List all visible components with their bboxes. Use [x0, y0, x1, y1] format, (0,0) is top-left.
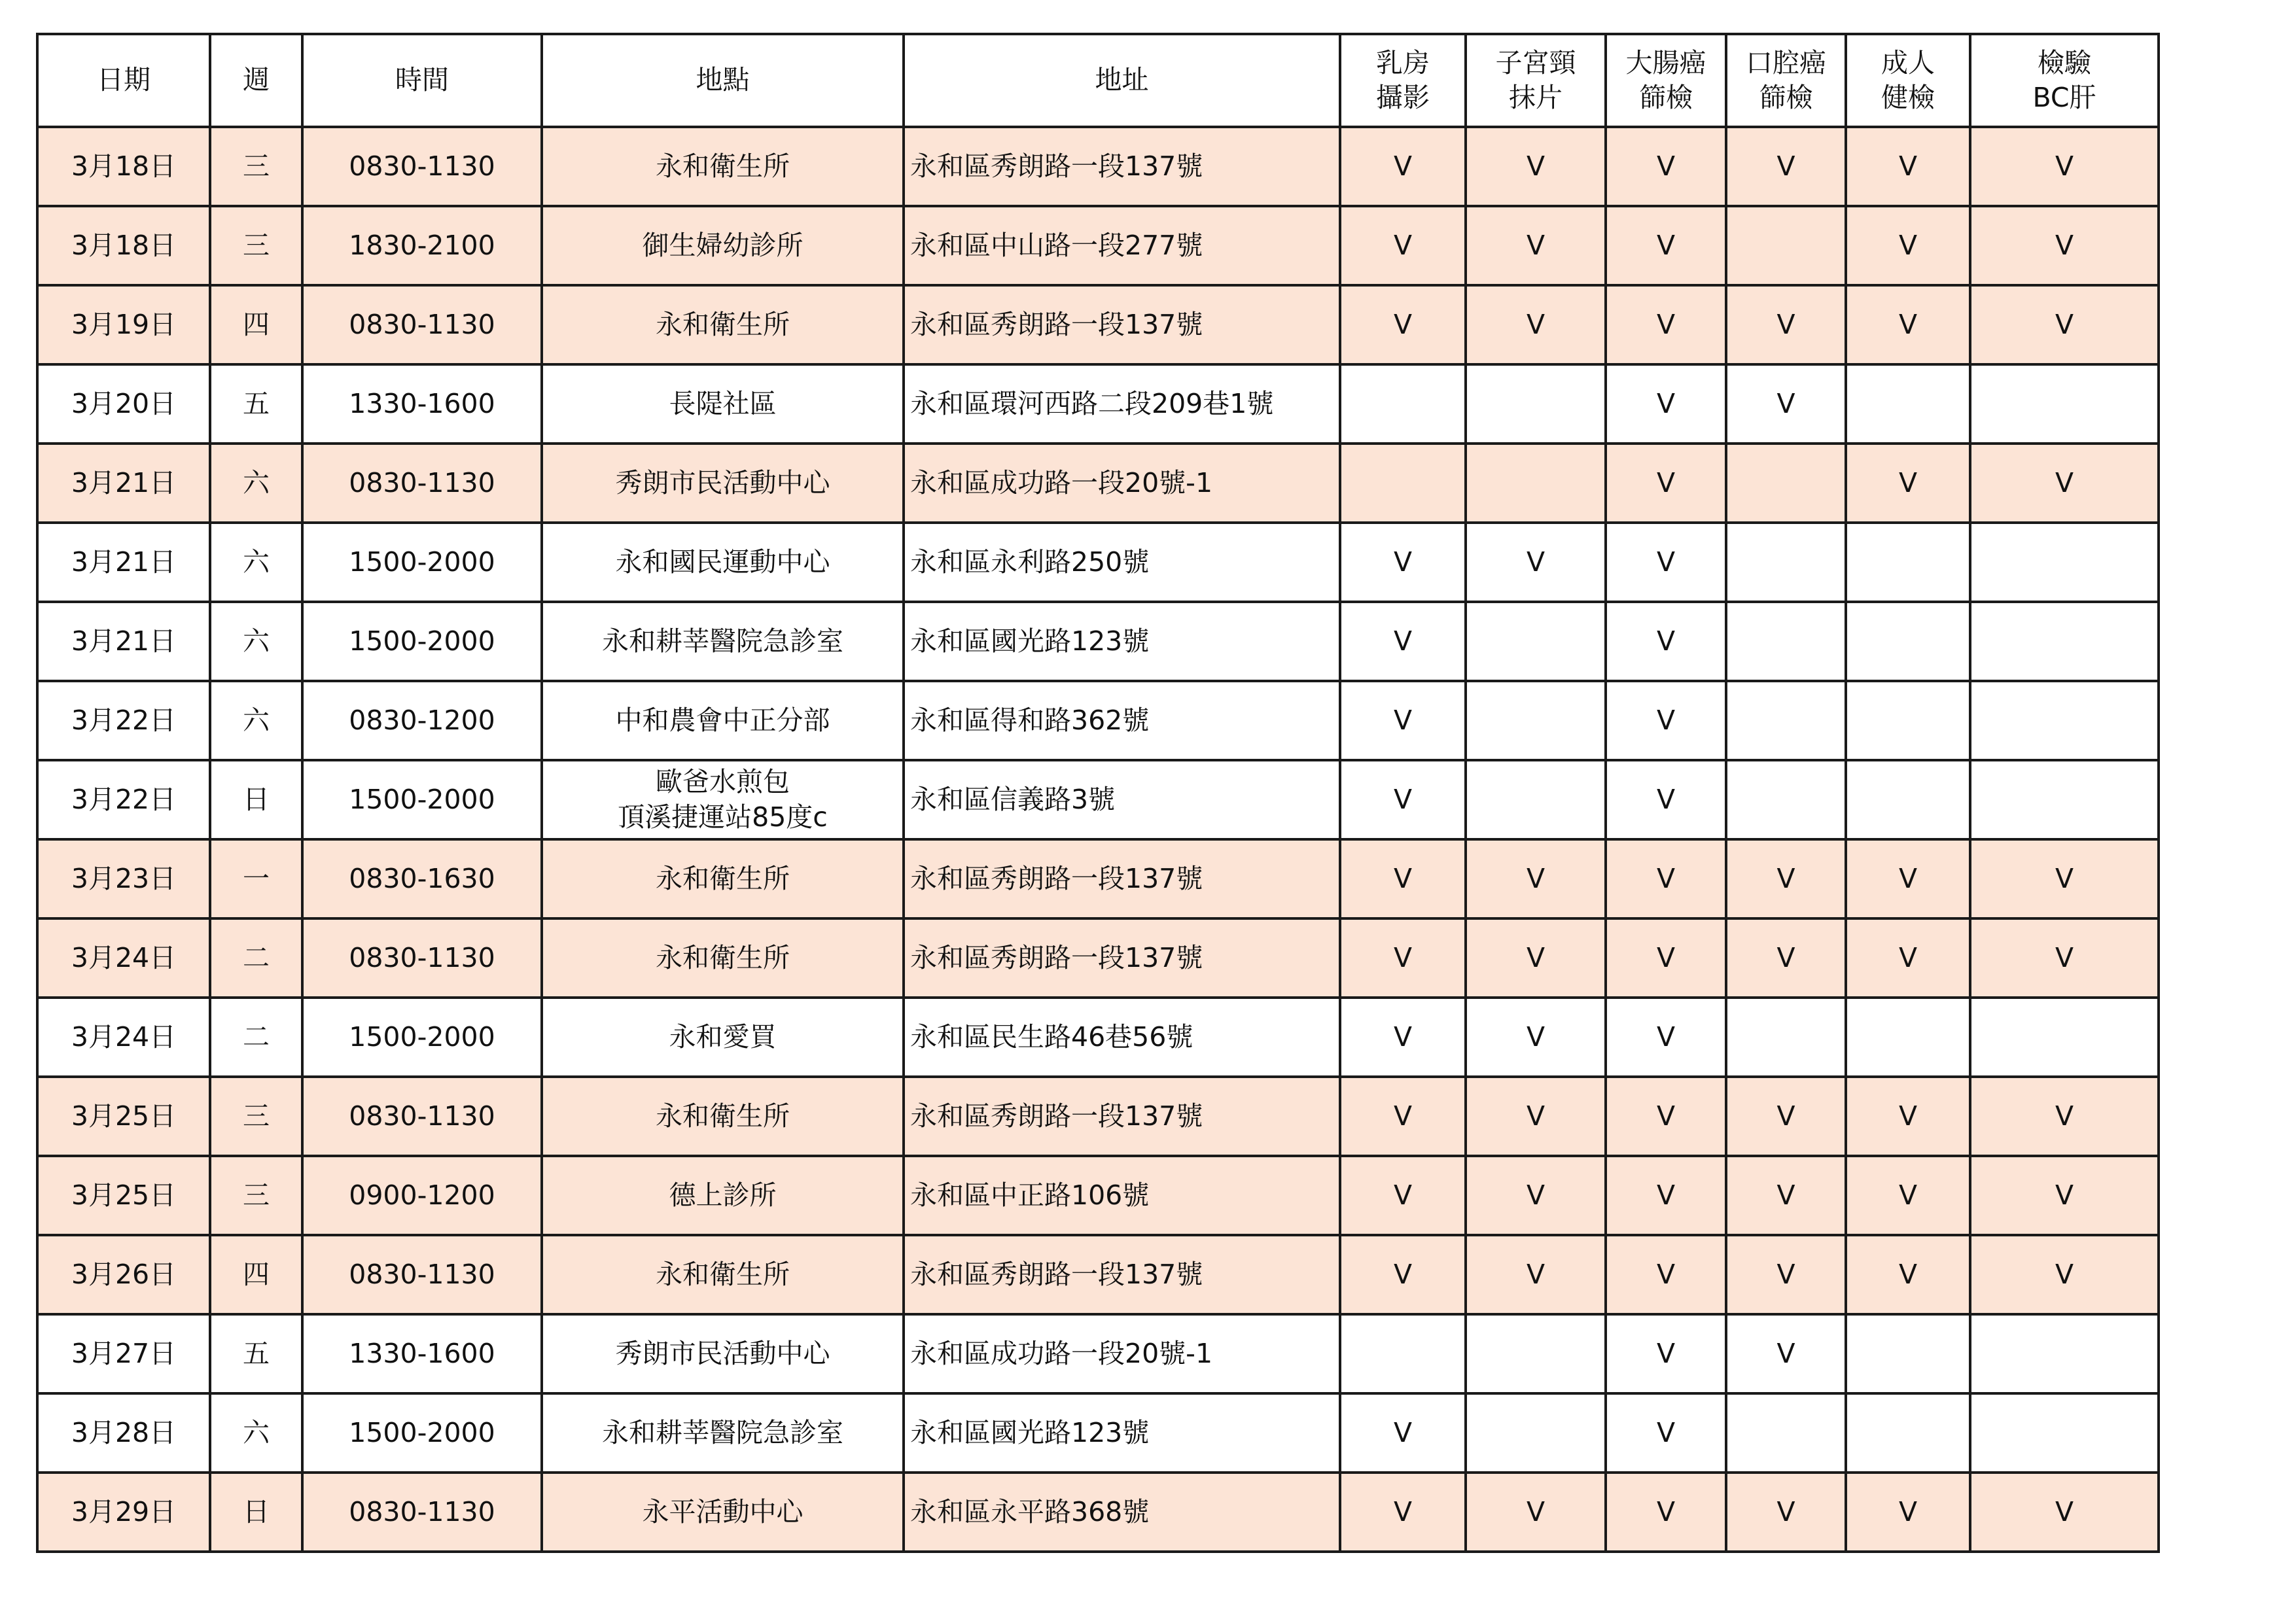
cell-location: [542, 839, 904, 918]
cell-weekday: 六: [210, 602, 302, 681]
cell-colorectal: V: [1606, 681, 1726, 760]
cell-time: 1500-2000: [302, 998, 542, 1077]
cell-pap-smear: [1466, 1314, 1606, 1393]
cell-address: 永和區中山路一段277號: [904, 206, 1340, 285]
cell-pap-smear: V: [1466, 127, 1606, 206]
cell-location: [542, 1077, 904, 1156]
cell-hepatitis-bc: V: [1970, 1235, 2159, 1314]
cell-weekday: 四: [210, 285, 302, 364]
cell-hepatitis-bc: V: [1970, 285, 2159, 364]
cell-weekday: 日: [210, 760, 302, 839]
cell-adult-checkup: V: [1846, 918, 1970, 998]
cell-location: [542, 364, 904, 444]
table-row: [37, 206, 2159, 285]
cell-mammography: [1340, 364, 1466, 444]
cell-adult-checkup: V: [1846, 444, 1970, 523]
cell-date: 3月23日: [37, 839, 210, 918]
location-line: 永和耕莘醫院急診室: [602, 625, 843, 657]
cell-date: 3月29日: [37, 1473, 210, 1552]
table-row: [37, 998, 2159, 1077]
cell-hepatitis-bc: [1970, 1314, 2159, 1393]
cell-address: 永和區永利路250號: [904, 523, 1340, 602]
cell-colorectal: V: [1606, 1235, 1726, 1314]
table-row: [37, 1077, 2159, 1156]
cell-adult-checkup: V: [1846, 1473, 1970, 1552]
cell-weekday: 二: [210, 998, 302, 1077]
cell-location: [542, 998, 904, 1077]
cell-hepatitis-bc: [1970, 523, 2159, 602]
cell-hepatitis-bc: V: [1970, 444, 2159, 523]
location-line: 永和衛生所: [656, 1258, 790, 1290]
cell-weekday: 四: [210, 1235, 302, 1314]
cell-colorectal: V: [1606, 839, 1726, 918]
cell-time: 0830-1630: [302, 839, 542, 918]
cell-location: [542, 602, 904, 681]
cell-weekday: 六: [210, 1393, 302, 1473]
cell-oral: [1726, 1393, 1846, 1473]
header-line: 健檢: [1881, 82, 1935, 113]
cell-hepatitis-bc: V: [1970, 918, 2159, 998]
table-row: [37, 1473, 2159, 1552]
cell-oral: [1726, 998, 1846, 1077]
header-line: 子宮頸: [1495, 46, 1576, 79]
cell-colorectal: V: [1606, 1077, 1726, 1156]
location-line: 永和耕莘醫院急診室: [602, 1416, 843, 1448]
cell-time: 1500-2000: [302, 760, 542, 839]
cell-time: 0830-1130: [302, 444, 542, 523]
header-weekday: 週: [210, 34, 302, 127]
cell-date: 3月24日: [37, 918, 210, 998]
cell-time: 1500-2000: [302, 602, 542, 681]
cell-location: [542, 1473, 904, 1552]
cell-date: 3月25日: [37, 1156, 210, 1235]
cell-mammography: V: [1340, 681, 1466, 760]
cell-hepatitis-bc: V: [1970, 127, 2159, 206]
cell-oral: [1726, 444, 1846, 523]
cell-colorectal: V: [1606, 1314, 1726, 1393]
cell-address: 永和區得和路362號: [904, 681, 1340, 760]
cell-adult-checkup: V: [1846, 206, 1970, 285]
location-line: 永和衛生所: [656, 1100, 790, 1132]
cell-date: 3月21日: [37, 602, 210, 681]
cell-weekday: 六: [210, 523, 302, 602]
cell-address: 永和區永平路368號: [904, 1473, 1340, 1552]
table-row: [37, 760, 2159, 839]
table-row: [37, 1393, 2159, 1473]
cell-location: [542, 760, 904, 839]
cell-weekday: 日: [210, 1473, 302, 1552]
cell-location: [542, 1156, 904, 1235]
location-line: 永和國民運動中心: [615, 546, 830, 578]
location-line: 永平活動中心: [642, 1495, 804, 1527]
cell-colorectal: V: [1606, 206, 1726, 285]
cell-colorectal: V: [1606, 127, 1726, 206]
cell-pap-smear: [1466, 364, 1606, 444]
cell-colorectal: V: [1606, 1473, 1726, 1552]
header-colorectal: [1606, 34, 1726, 127]
cell-pap-smear: V: [1466, 1473, 1606, 1552]
cell-address: 永和區國光路123號: [904, 1393, 1340, 1473]
cell-time: 1500-2000: [302, 523, 542, 602]
header-line: 篩檢: [1759, 82, 1813, 113]
cell-oral: [1726, 681, 1846, 760]
cell-hepatitis-bc: V: [1970, 1473, 2159, 1552]
location-line: 御生婦幼診所: [642, 229, 804, 261]
cell-date: 3月27日: [37, 1314, 210, 1393]
cell-hepatitis-bc: V: [1970, 839, 2159, 918]
cell-date: 3月24日: [37, 998, 210, 1077]
cell-hepatitis-bc: [1970, 998, 2159, 1077]
cell-adult-checkup: [1846, 602, 1970, 681]
cell-location: [542, 285, 904, 364]
table-row: [37, 444, 2159, 523]
location-line: 永和衛生所: [656, 150, 790, 182]
cell-location: [542, 681, 904, 760]
cell-address: 永和區成功路一段20號-1: [904, 1314, 1340, 1393]
header-line: 攝影: [1376, 82, 1430, 113]
cell-pap-smear: [1466, 681, 1606, 760]
cell-hepatitis-bc: [1970, 1393, 2159, 1473]
cell-address: 永和區秀朗路一段137號: [904, 918, 1340, 998]
cell-mammography: [1340, 1314, 1466, 1393]
header-mammography: [1340, 34, 1466, 127]
header-adult-checkup: [1846, 34, 1970, 127]
cell-address: 永和區秀朗路一段137號: [904, 285, 1340, 364]
cell-adult-checkup: [1846, 1393, 1970, 1473]
cell-mammography: V: [1340, 1393, 1466, 1473]
location-line: 秀朗市民活動中心: [615, 466, 830, 498]
cell-mammography: V: [1340, 1077, 1466, 1156]
cell-time: 1330-1600: [302, 1314, 542, 1393]
table-row: [37, 127, 2159, 206]
cell-adult-checkup: V: [1846, 1156, 1970, 1235]
cell-date: 3月19日: [37, 285, 210, 364]
cell-colorectal: V: [1606, 760, 1726, 839]
table-row: [37, 681, 2159, 760]
cell-adult-checkup: V: [1846, 1077, 1970, 1156]
cell-hepatitis-bc: V: [1970, 1077, 2159, 1156]
header-line: 檢驗: [2038, 46, 2091, 79]
table-row: [37, 839, 2159, 918]
cell-oral: [1726, 602, 1846, 681]
cell-adult-checkup: [1846, 760, 1970, 839]
cell-oral: [1726, 760, 1846, 839]
cell-oral: [1726, 523, 1846, 602]
cell-mammography: V: [1340, 206, 1466, 285]
cell-date: 3月26日: [37, 1235, 210, 1314]
cell-pap-smear: V: [1466, 206, 1606, 285]
cell-oral: [1726, 206, 1846, 285]
cell-address: 永和區信義路3號: [904, 760, 1340, 839]
table-row: [37, 602, 2159, 681]
cell-date: 3月22日: [37, 760, 210, 839]
cell-mammography: V: [1340, 1156, 1466, 1235]
cell-date: 3月21日: [37, 523, 210, 602]
cell-address: 永和區秀朗路一段137號: [904, 839, 1340, 918]
cell-time: 0830-1130: [302, 1473, 542, 1552]
cell-pap-smear: V: [1466, 918, 1606, 998]
header-row: [37, 34, 2159, 127]
cell-time: 0830-1130: [302, 1235, 542, 1314]
header-line: 篩檢: [1639, 82, 1693, 113]
cell-adult-checkup: [1846, 523, 1970, 602]
cell-hepatitis-bc: V: [1970, 1156, 2159, 1235]
table-row: [37, 918, 2159, 998]
cell-weekday: 三: [210, 1077, 302, 1156]
location-line: 德上診所: [669, 1179, 777, 1211]
cell-date: 3月28日: [37, 1393, 210, 1473]
cell-location: [542, 127, 904, 206]
cell-time: 0830-1200: [302, 681, 542, 760]
cell-address: 永和區成功路一段20號-1: [904, 444, 1340, 523]
cell-address: 永和區民生路46巷56號: [904, 998, 1340, 1077]
cell-mammography: V: [1340, 998, 1466, 1077]
cell-colorectal: V: [1606, 998, 1726, 1077]
table-row: [37, 1314, 2159, 1393]
cell-weekday: 三: [210, 1156, 302, 1235]
screening-schedule-table: [36, 33, 2160, 1553]
table-row: [37, 285, 2159, 364]
cell-weekday: 二: [210, 918, 302, 998]
header-hepatitis-bc: [1970, 34, 2159, 127]
location-line: 永和衛生所: [656, 308, 790, 340]
cell-oral: V: [1726, 127, 1846, 206]
cell-date: 3月25日: [37, 1077, 210, 1156]
cell-mammography: V: [1340, 918, 1466, 998]
cell-mammography: V: [1340, 1473, 1466, 1552]
cell-time: 0900-1200: [302, 1156, 542, 1235]
header-line: 成人: [1881, 46, 1935, 79]
cell-oral: V: [1726, 285, 1846, 364]
cell-colorectal: V: [1606, 364, 1726, 444]
cell-oral: V: [1726, 1156, 1846, 1235]
location-line: 永和衛生所: [656, 862, 790, 894]
cell-mammography: V: [1340, 760, 1466, 839]
cell-location: [542, 206, 904, 285]
cell-weekday: 五: [210, 1314, 302, 1393]
cell-colorectal: V: [1606, 285, 1726, 364]
cell-mammography: V: [1340, 839, 1466, 918]
cell-mammography: V: [1340, 1235, 1466, 1314]
location-line: 頂溪捷運站85度c: [618, 801, 828, 833]
cell-adult-checkup: V: [1846, 1235, 1970, 1314]
location-line: 中和農會中正分部: [615, 704, 830, 736]
cell-oral: V: [1726, 918, 1846, 998]
cell-mammography: V: [1340, 127, 1466, 206]
cell-hepatitis-bc: V: [1970, 206, 2159, 285]
table-row: [37, 1156, 2159, 1235]
cell-mammography: [1340, 444, 1466, 523]
cell-adult-checkup: [1846, 364, 1970, 444]
cell-address: 永和區中正路106號: [904, 1156, 1340, 1235]
cell-time: 0830-1130: [302, 127, 542, 206]
header-line: BC肝: [2032, 82, 2096, 113]
cell-weekday: 六: [210, 444, 302, 523]
cell-time: 1830-2100: [302, 206, 542, 285]
cell-colorectal: V: [1606, 523, 1726, 602]
cell-address: 永和區秀朗路一段137號: [904, 1235, 1340, 1314]
cell-weekday: 五: [210, 364, 302, 444]
cell-address: 永和區秀朗路一段137號: [904, 1077, 1340, 1156]
cell-colorectal: V: [1606, 918, 1726, 998]
cell-weekday: 三: [210, 127, 302, 206]
header-line: 大腸癌: [1625, 46, 1706, 79]
cell-address: 永和區國光路123號: [904, 602, 1340, 681]
cell-pap-smear: V: [1466, 523, 1606, 602]
cell-oral: V: [1726, 1314, 1846, 1393]
cell-weekday: 三: [210, 206, 302, 285]
header-address: 地址: [904, 34, 1340, 127]
cell-mammography: V: [1340, 523, 1466, 602]
cell-colorectal: V: [1606, 1156, 1726, 1235]
cell-pap-smear: V: [1466, 998, 1606, 1077]
header-oral: [1726, 34, 1846, 127]
location-line: 歐爸水煎包: [656, 766, 790, 798]
cell-pap-smear: V: [1466, 1077, 1606, 1156]
cell-adult-checkup: [1846, 998, 1970, 1077]
cell-oral: V: [1726, 1235, 1846, 1314]
cell-colorectal: V: [1606, 602, 1726, 681]
cell-address: 永和區環河西路二段209巷1號: [904, 364, 1340, 444]
cell-time: 0830-1130: [302, 1077, 542, 1156]
cell-pap-smear: V: [1466, 1235, 1606, 1314]
cell-pap-smear: [1466, 444, 1606, 523]
header-location: 地點: [542, 34, 904, 127]
cell-address: 永和區秀朗路一段137號: [904, 127, 1340, 206]
location-line: 秀朗市民活動中心: [615, 1337, 830, 1369]
cell-oral: V: [1726, 1077, 1846, 1156]
cell-date: 3月18日: [37, 127, 210, 206]
cell-pap-smear: [1466, 760, 1606, 839]
cell-oral: V: [1726, 1473, 1846, 1552]
cell-hepatitis-bc: [1970, 681, 2159, 760]
cell-date: 3月22日: [37, 681, 210, 760]
cell-hepatitis-bc: [1970, 364, 2159, 444]
cell-adult-checkup: V: [1846, 127, 1970, 206]
location-line: 永和衛生所: [656, 941, 790, 973]
cell-mammography: V: [1340, 602, 1466, 681]
cell-time: 0830-1130: [302, 285, 542, 364]
location-line: 長隄社區: [669, 387, 777, 419]
header-line: 乳房: [1376, 46, 1430, 79]
location-line: 永和愛買: [669, 1021, 777, 1053]
cell-time: 1500-2000: [302, 1393, 542, 1473]
cell-date: 3月20日: [37, 364, 210, 444]
cell-hepatitis-bc: [1970, 602, 2159, 681]
cell-hepatitis-bc: [1970, 760, 2159, 839]
cell-weekday: 一: [210, 839, 302, 918]
cell-pap-smear: V: [1466, 285, 1606, 364]
cell-time: 0830-1130: [302, 918, 542, 998]
table-row: [37, 364, 2159, 444]
cell-adult-checkup: [1846, 1314, 1970, 1393]
table-row: [37, 1235, 2159, 1314]
cell-adult-checkup: [1846, 681, 1970, 760]
cell-colorectal: V: [1606, 444, 1726, 523]
cell-colorectal: V: [1606, 1393, 1726, 1473]
cell-location: [542, 1235, 904, 1314]
cell-location: [542, 1314, 904, 1393]
header-line: 口腔癌: [1746, 46, 1826, 79]
cell-oral: V: [1726, 364, 1846, 444]
cell-pap-smear: [1466, 602, 1606, 681]
header-line: 抹片: [1509, 82, 1563, 113]
cell-time: 1330-1600: [302, 364, 542, 444]
cell-location: [542, 918, 904, 998]
cell-weekday: 六: [210, 681, 302, 760]
cell-pap-smear: [1466, 1393, 1606, 1473]
cell-mammography: V: [1340, 285, 1466, 364]
table-row: [37, 523, 2159, 602]
cell-date: 3月18日: [37, 206, 210, 285]
cell-pap-smear: V: [1466, 1156, 1606, 1235]
cell-location: [542, 523, 904, 602]
cell-location: [542, 1393, 904, 1473]
header-date: 日期: [37, 34, 210, 127]
cell-location: [542, 444, 904, 523]
cell-oral: V: [1726, 839, 1846, 918]
cell-date: 3月21日: [37, 444, 210, 523]
cell-adult-checkup: V: [1846, 285, 1970, 364]
cell-pap-smear: V: [1466, 839, 1606, 918]
header-time: 時間: [302, 34, 542, 127]
cell-adult-checkup: V: [1846, 839, 1970, 918]
header-pap-smear: [1466, 34, 1606, 127]
